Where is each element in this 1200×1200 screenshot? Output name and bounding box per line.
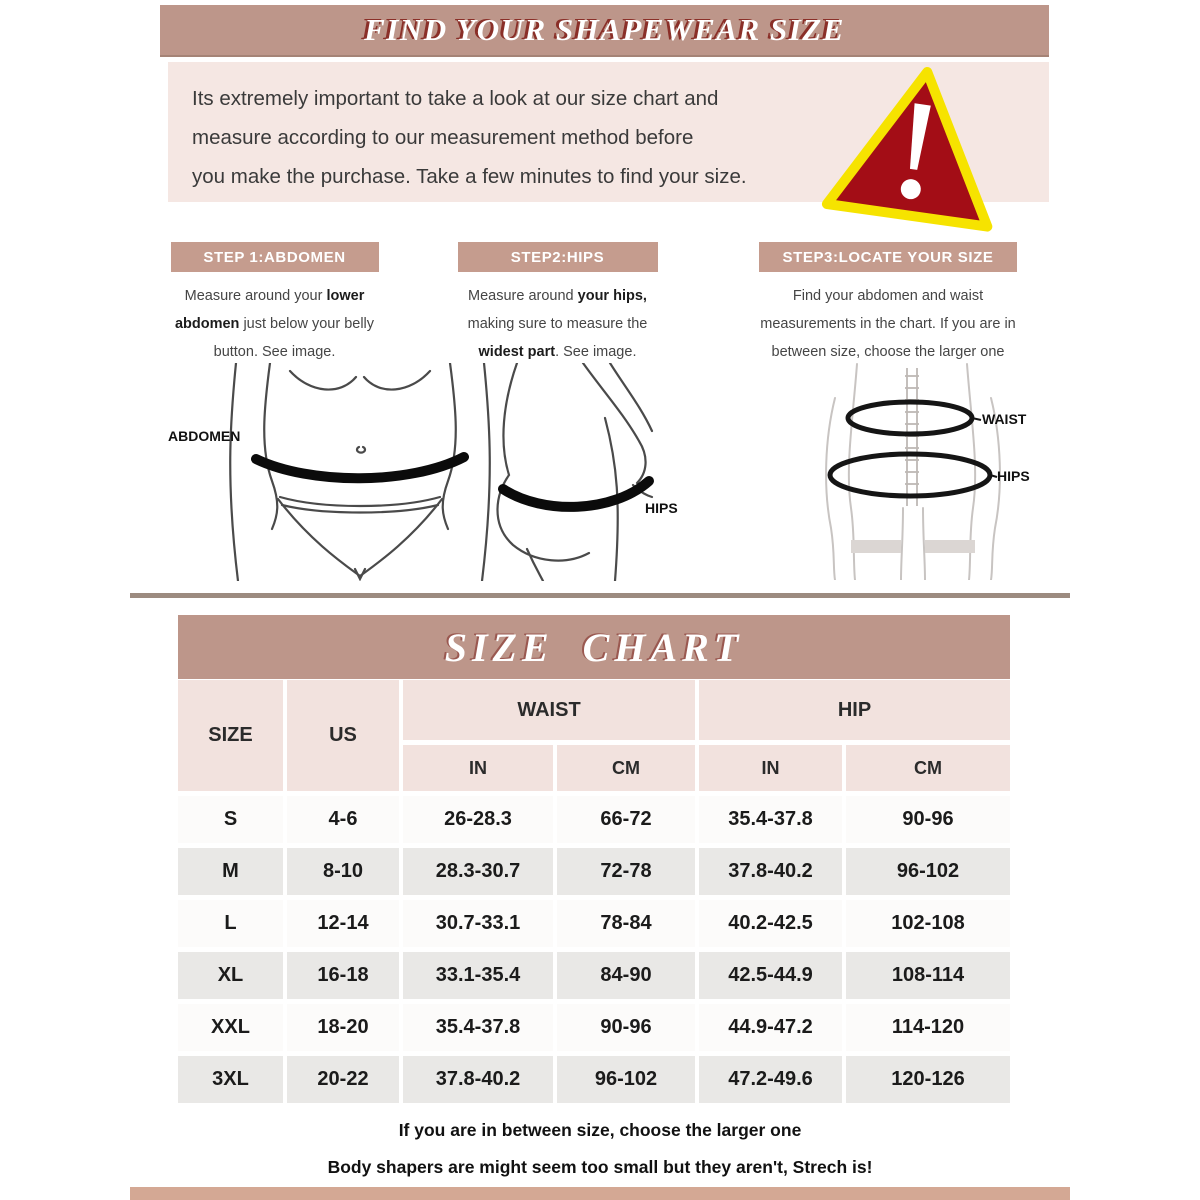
step-3-description: Find your abdomen and waist measurements in the chart. If you are in between size, choose the larger one (760, 288, 1016, 360)
step-1-abdomen (152, 242, 397, 366)
step-1-title: STEP 1:ABDOMEN (171, 242, 379, 272)
intro-text (192, 79, 832, 196)
table-cell: 96-102 (846, 848, 1010, 895)
waist-label: WAIST (982, 411, 1027, 427)
size-cell: M (178, 848, 283, 895)
column-header-us: US (287, 680, 399, 791)
table-cell: 37.8-40.2 (699, 848, 842, 895)
size-cell: 3XL (178, 1056, 283, 1103)
intro-line: Its extremely important to take a look at our size chart and (192, 87, 719, 110)
table-cell: 84-90 (557, 952, 695, 999)
column-header-size: SIZE (178, 680, 283, 791)
table-cell: 42.5-44.9 (699, 952, 842, 999)
subheader-waist-cm: CM (557, 745, 695, 791)
table-cell: 102-108 (846, 900, 1010, 947)
table-cell: 72-78 (557, 848, 695, 895)
hips-label-2: HIPS (997, 468, 1030, 484)
table-cell: 35.4-37.8 (699, 796, 842, 843)
table-cell: 90-96 (557, 1004, 695, 1051)
table-cell: 12-14 (287, 900, 399, 947)
hips-label: HIPS (645, 500, 678, 516)
table-cell: 37.8-40.2 (403, 1056, 553, 1103)
step-2-description: Measure around your hips, making sure to measure the widest part. See image. (467, 288, 648, 360)
table-cell: 28.3-30.7 (403, 848, 553, 895)
footer-note-2: Body shapers are might seem too small but they aren't, Strech is! (327, 1157, 873, 1177)
table-cell: 33.1-35.4 (403, 952, 553, 999)
subheader-waist-in: IN (403, 745, 553, 791)
hips-figure (455, 363, 690, 581)
table-cell: 18-20 (287, 1004, 399, 1051)
size-cell: S (178, 796, 283, 843)
table-cell: 47.2-49.6 (699, 1056, 842, 1103)
table-cell: 40.2-42.5 (699, 900, 842, 947)
size-chart-header-band (178, 615, 1010, 679)
table-cell: 30.7-33.1 (403, 900, 553, 947)
table-cell: 120-126 (846, 1056, 1010, 1103)
size-cell: L (178, 900, 283, 947)
size-cell: XL (178, 952, 283, 999)
warning-triangle-icon (815, 46, 1019, 244)
table-cell: 20-22 (287, 1056, 399, 1103)
table-cell: 35.4-37.8 (403, 1004, 553, 1051)
step-3-title: STEP3:LOCATE YOUR SIZE (759, 242, 1017, 272)
size-chart-section (178, 615, 1010, 1103)
step-1-description: Measure around your lower abdomen just below your belly button. See image. (174, 288, 375, 360)
abdomen-label: ABDOMEN (168, 428, 241, 444)
footer-notes (0, 1120, 1200, 1194)
table-cell: 16-18 (287, 952, 399, 999)
header-band (160, 5, 1049, 57)
table-cell: 114-120 (846, 1004, 1010, 1051)
step-2-hips (440, 242, 675, 366)
size-chart-table (178, 680, 1010, 1103)
table-cell: 66-72 (557, 796, 695, 843)
intro-line: measure according to our measurement method before (192, 126, 694, 149)
size-locate-figure (795, 358, 1035, 580)
section-divider (130, 593, 1070, 598)
size-cell: XXL (178, 1004, 283, 1051)
bottom-accent-bar (130, 1187, 1070, 1200)
table-cell: 44.9-47.2 (699, 1004, 842, 1051)
table-cell: 4-6 (287, 796, 399, 843)
step-3-locate-size (742, 242, 1034, 366)
column-header-hip: HIP (699, 680, 1010, 740)
table-cell: 90-96 (846, 796, 1010, 843)
page-title: FIND YOUR SHAPEWEAR SIZE (364, 12, 845, 47)
footer-note-1: If you are in between size, choose the larger one (398, 1120, 802, 1140)
table-cell: 108-114 (846, 952, 1010, 999)
table-cell: 26-28.3 (403, 796, 553, 843)
table-cell: 8-10 (287, 848, 399, 895)
size-chart-title: SIZE CHART (444, 624, 744, 670)
subheader-hip-cm: CM (846, 745, 1010, 791)
table-cell: 78-84 (557, 900, 695, 947)
table-cell: 96-102 (557, 1056, 695, 1103)
column-header-waist: WAIST (403, 680, 695, 740)
subheader-hip-in: IN (699, 745, 842, 791)
step-2-title: STEP2:HIPS (458, 242, 658, 272)
intro-line: you make the purchase. Take a few minutes to find your size. (192, 165, 747, 188)
